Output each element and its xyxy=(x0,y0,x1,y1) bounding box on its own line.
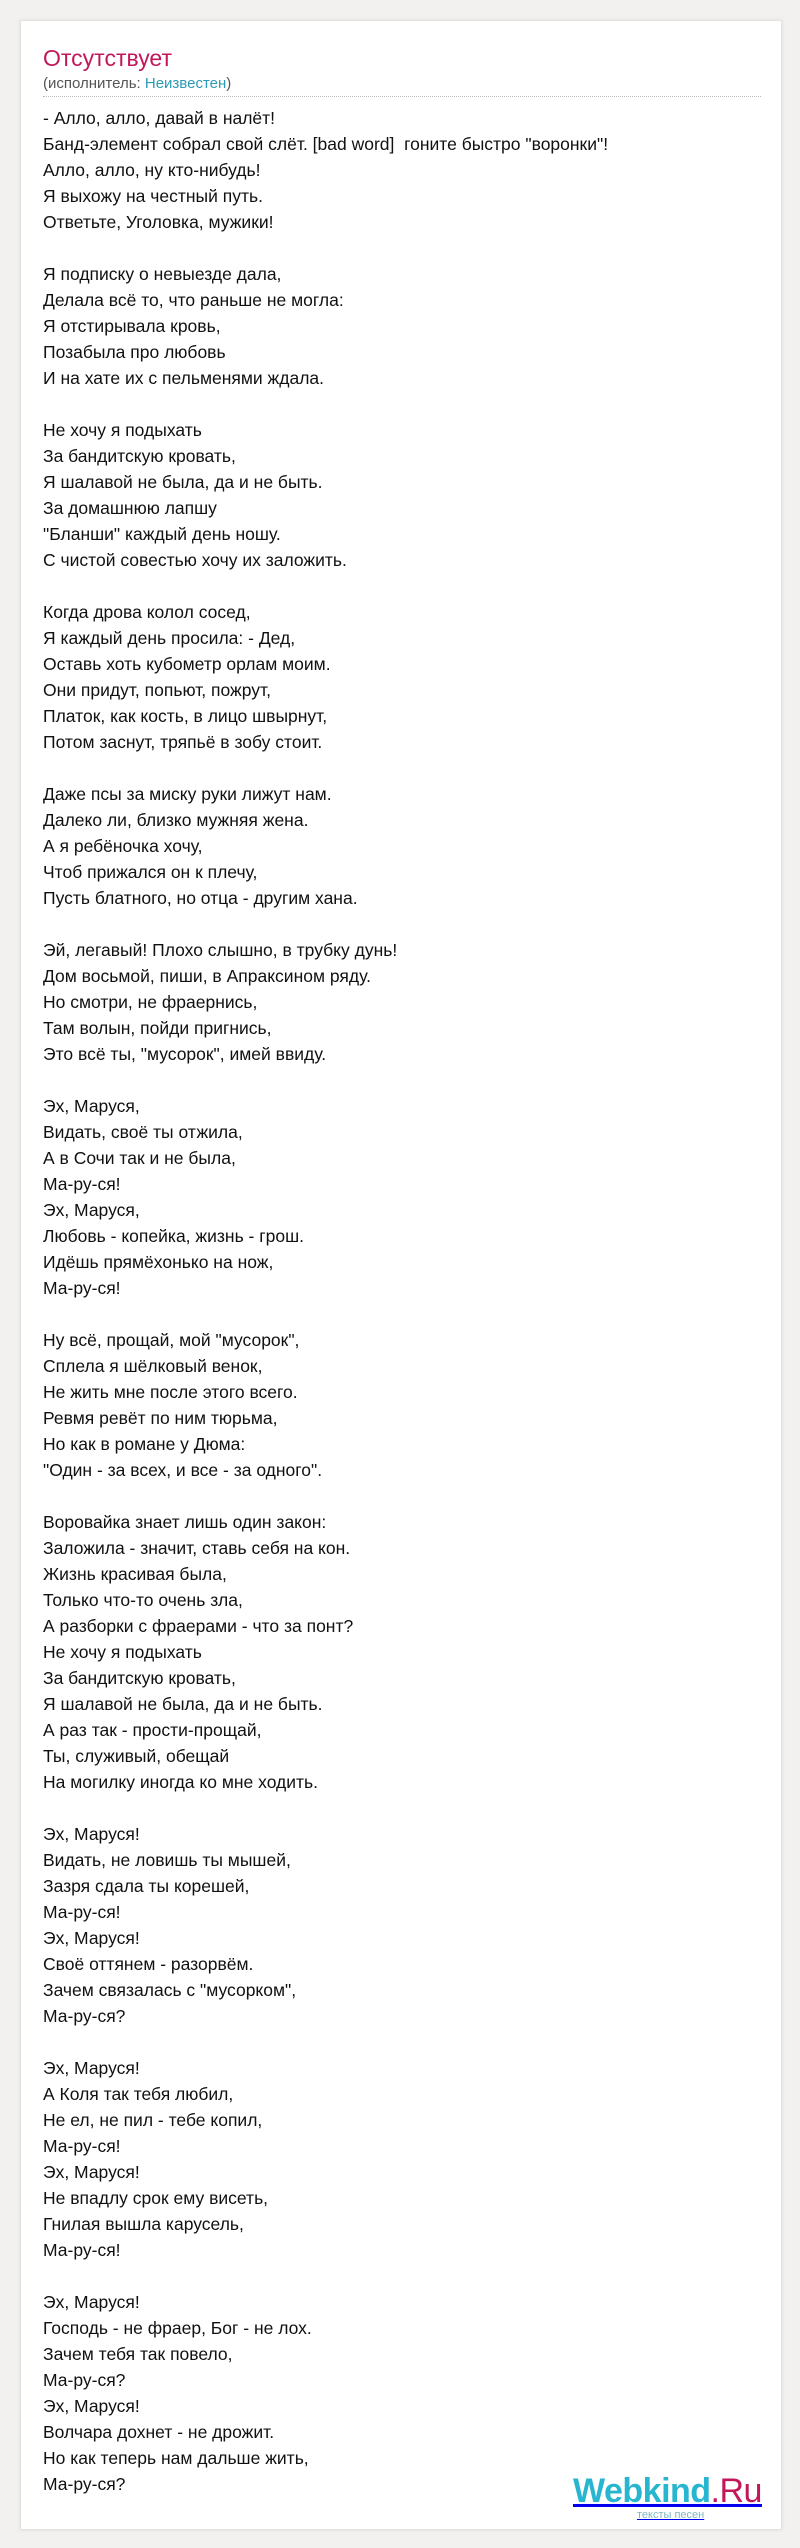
lyric-line: Идёшь прямёхонько на нож, xyxy=(43,1252,274,1272)
lyric-line: Я каждый день просила: - Дед, xyxy=(43,628,296,648)
stanza-break xyxy=(43,755,761,781)
stanza-break xyxy=(43,1483,761,1509)
lyric-line: - Алло, алло, давай в налёт! xyxy=(43,108,276,128)
lyric-line: Там волын, пойди пригнись, xyxy=(43,1018,272,1038)
lyric-line: Жизнь красивая была, xyxy=(43,1564,227,1584)
lyric-line: Платок, как кость, в лицо швырнут, xyxy=(43,706,328,726)
lyric-line: Я подписку о невыезде дала, xyxy=(43,264,282,284)
lyric-line: А раз так - прости-прощай, xyxy=(43,1720,262,1740)
stanza-break xyxy=(43,573,761,599)
lyric-line: Потом заснут, тряпьё в зобу стоит. xyxy=(43,732,323,752)
lyric-line: Позабыла про любовь xyxy=(43,342,226,362)
lyric-line: Дом восьмой, пиши, в Апраксином ряду. xyxy=(43,966,371,986)
stanza-break xyxy=(43,1795,761,1821)
song-title: Отсутствует xyxy=(43,45,172,71)
lyric-line: Банд-элемент собрал свой слёт. [bad word] гоните быстро "воронки"! xyxy=(43,134,609,154)
artist-suffix: ) xyxy=(226,75,232,92)
header-divider xyxy=(43,96,761,97)
lyric-line: Зачем связалась с "мусорком", xyxy=(43,1980,297,2000)
lyrics-text xyxy=(43,105,761,2497)
lyric-line: Только что-то очень зла, xyxy=(43,1590,243,1610)
lyric-line: Эй, легавый! Плохо слышно, в трубку дунь! xyxy=(43,940,398,960)
lyric-line: Своё оттянем - разорвём. xyxy=(43,1954,254,1974)
lyric-line: Не впадлу срок ему висеть, xyxy=(43,2188,269,2208)
lyric-line: Волчара дохнет - не дрожит. xyxy=(43,2422,275,2442)
lyric-line: Но как теперь нам дальше жить, xyxy=(43,2448,309,2468)
stanza-break xyxy=(43,911,761,937)
artist-prefix: (исполнитель: xyxy=(43,75,145,92)
lyric-line: Воровайка знает лишь один закон: xyxy=(43,1512,327,1532)
stanza-break xyxy=(43,1301,761,1327)
lyric-line: Даже псы за миску руки лижут нам. xyxy=(43,784,332,804)
lyric-line: За бандитскую кровать, xyxy=(43,1668,236,1688)
lyric-line: Оставь хоть кубометр орлам моим. xyxy=(43,654,331,674)
lyric-line: Ма-ру-ся! xyxy=(43,1174,121,1194)
stanza-break xyxy=(43,391,761,417)
lyric-line: Я шалавой не была, да и не быть. xyxy=(43,472,323,492)
lyric-line: Зазря сдала ты корешей, xyxy=(43,1876,250,1896)
lyric-line: А я ребёночка хочу, xyxy=(43,836,203,856)
lyric-line: За домашнюю лапшу xyxy=(43,498,217,518)
lyric-line: Ма-ру-ся! xyxy=(43,2136,121,2156)
lyric-line: Ма-ру-ся! xyxy=(43,2240,121,2260)
site-logo[interactable] xyxy=(573,2473,763,2521)
lyric-line: Ты, служивый, обещай xyxy=(43,1746,230,1766)
lyric-line: Я выхожу на честный путь. xyxy=(43,186,263,206)
lyric-line: Господь - не фраер, Бог - не лох. xyxy=(43,2318,312,2338)
lyric-line: Ма-ру-ся! xyxy=(43,1278,121,1298)
lyric-line: Делала всё то, что раньше не могла: xyxy=(43,290,344,310)
lyric-line: "Один - за всех, и все - за одного". xyxy=(43,1460,323,1480)
lyric-line: Не жить мне после этого всего. xyxy=(43,1382,298,1402)
lyric-line: Эх, Маруся! xyxy=(43,1928,140,1948)
lyric-line: Но как в романе у Дюма: xyxy=(43,1434,246,1454)
lyric-line: Эх, Маруся! xyxy=(43,1824,140,1844)
lyric-line: Чтоб прижался он к плечу, xyxy=(43,862,258,882)
lyric-line: А разборки с фраерами - что за понт? xyxy=(43,1616,354,1636)
lyric-line: Эх, Маруся! xyxy=(43,2162,140,2182)
lyric-line: И на хате их с пельменями ждала. xyxy=(43,368,324,388)
lyric-line: Алло, алло, ну кто-нибудь! xyxy=(43,160,261,180)
lyric-line: Не хочу я подыхать xyxy=(43,1642,202,1662)
lyric-line: Пусть блатного, но отца - другим хана. xyxy=(43,888,358,908)
lyric-line: Ревмя ревёт по ним тюрьма, xyxy=(43,1408,278,1428)
artist-line xyxy=(43,74,231,94)
lyric-line: Ма-ру-ся! xyxy=(43,1902,121,1922)
lyric-line: Ма-ру-ся? xyxy=(43,2006,126,2026)
stanza-break xyxy=(43,1067,761,1093)
lyric-line: Это всё ты, "мусорок", имей ввиду. xyxy=(43,1044,327,1064)
lyric-line: Эх, Маруся! xyxy=(43,2292,140,2312)
artist-link[interactable]: Неизвестен xyxy=(144,75,227,92)
lyric-line: А в Сочи так и не была, xyxy=(43,1148,236,1168)
lyric-line: Ма-ру-ся? xyxy=(43,2474,126,2494)
lyric-line: Но смотри, не фраернись, xyxy=(43,992,258,1012)
stanza-break xyxy=(43,2263,761,2289)
logo-tagline: тексты песен xyxy=(637,2509,705,2521)
lyric-line: Не хочу я подыхать xyxy=(43,420,202,440)
lyric-line: Заложила - значит, ставь себя на кон. xyxy=(43,1538,351,1558)
lyric-line: Зачем тебя так повело, xyxy=(43,2344,233,2364)
lyric-line: Видать, не ловишь ты мышей, xyxy=(43,1850,291,1870)
logo-tld: .Ru xyxy=(710,2472,762,2510)
lyric-line: Не ел, не пил - тебе копил, xyxy=(43,2110,263,2130)
lyric-line: Эх, Маруся, xyxy=(43,1200,140,1220)
stanza-break xyxy=(43,235,761,261)
lyric-line: Гнилая вышла карусель, xyxy=(43,2214,244,2234)
lyric-line: Ма-ру-ся? xyxy=(43,2370,126,2390)
lyric-line: Когда дрова колол сосед, xyxy=(43,602,251,622)
lyric-line: За бандитскую кровать, xyxy=(43,446,236,466)
lyric-line: Любовь - копейка, жизнь - грош. xyxy=(43,1226,304,1246)
logo-name: Webkind xyxy=(573,2472,711,2510)
lyric-line: Эх, Маруся! xyxy=(43,2058,140,2078)
lyric-line: Далеко ли, близко мужняя жена. xyxy=(43,810,309,830)
lyric-line: Эх, Маруся! xyxy=(43,2396,140,2416)
lyric-line: Сплела я шёлковый венок, xyxy=(43,1356,263,1376)
lyric-line: Они придут, попьют, пожрут, xyxy=(43,680,271,700)
logo-wordmark xyxy=(573,2473,763,2509)
lyric-line: Я шалавой не была, да и не быть. xyxy=(43,1694,323,1714)
lyric-line: С чистой совестью хочу их заложить. xyxy=(43,550,347,570)
lyric-line: Я отстирывала кровь, xyxy=(43,316,221,336)
lyric-line: На могилку иногда ко мне ходить. xyxy=(43,1772,319,1792)
lyric-line: Видать, своё ты отжила, xyxy=(43,1122,243,1142)
lyric-line: А Коля так тебя любил, xyxy=(43,2084,234,2104)
stanza-break xyxy=(43,2029,761,2055)
lyric-line: Ответьте, Уголовка, мужики! xyxy=(43,212,274,232)
lyric-line: Эх, Маруся, xyxy=(43,1096,140,1116)
lyric-line: "Бланши" каждый день ношу. xyxy=(43,524,281,544)
lyrics-page xyxy=(20,20,782,2530)
lyric-line: Ну всё, прощай, мой "мусорок", xyxy=(43,1330,300,1350)
